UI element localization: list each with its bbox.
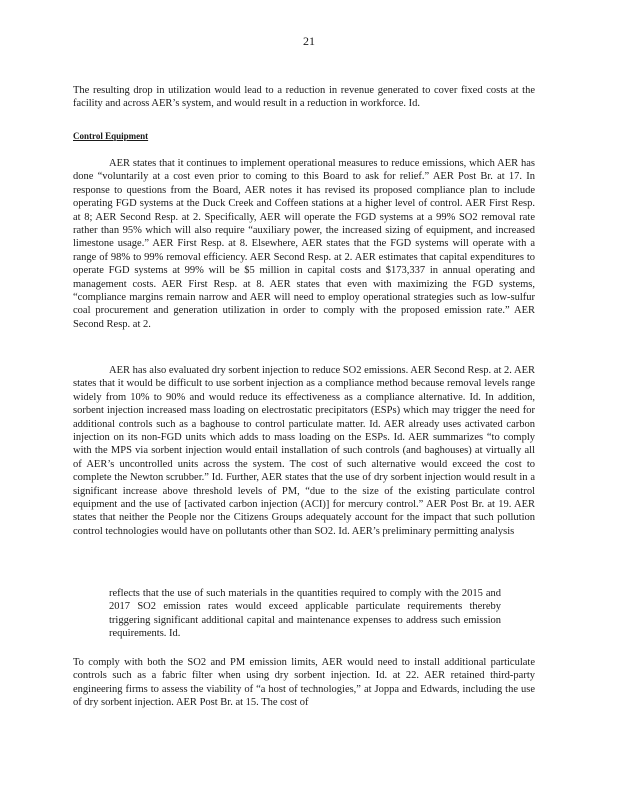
block-quote: reflects that the use of such materials in the quantities required to comply with the 2015 and 2017 SO2 emission rates would exceed applicable particulate requirements thereby triggering significant additional capital and maintenance expenses to address such emission requirements. Id. xyxy=(109,588,501,640)
paragraph-utilization: The resulting drop in utilization would lead to a reduction in revenue generated to cover fixed costs at the facility and across AER’s system, and would result in a reduction in workforce. Id. xyxy=(73,85,535,110)
page-number: 21 xyxy=(303,34,315,48)
paragraph-sorbent-injection: AER has also evaluated dry sorbent injection to reduce SO2 emissions. AER Second Resp. at 2. AER states that it would be difficult to use sorbent injection as a compliance method because removal levels range widely from 10% to 90% and would reduce its effectiveness as a compliance alternative. Id. In addition, sorbent injection increased mass loading on electrostatic precipitators (ESPs) which may trigger the need for additional controls such as a baghouse to control particulate matter. Id. AER already uses activated carbon injection on its non-FGD units which adds to mass loading on the ESPs. Id. AER summarizes “to comply with the MPS via sorbent injection would entail installation of such controls (and baghouses) at virtually all of AER’s uncontrolled units across the system. The cost of such alternative would exceed the cost to complete the Newton scrubber.” Id. Further, AER states that the use of dry sorbent injection would result in a significant increase above threshold levels of PM, “due to the size of the existing particulate control equipment and the use of [activated carbon injection (ACI)] for mercury control.” AER Post Br. at 19. AER states that neither the People nor the Citizens Groups adequately account for the impact that such pollution control technologies would have on pollutants other than SO2. Id. AER’s preliminary permitting analysis xyxy=(73,365,535,537)
paragraph-operational-measures: AER states that it continues to implement operational measures to reduce emissions, which AER has done “voluntarily at a cost even prior to coming to this Board to ask for relief.” AER Post Br. at 17. In response to questions from the Board, AER notes it has revised its proposed compliance plan to include operating FGD systems at the Duck Creek and Coffeen stations at a higher level of control. AER First Resp. at 8; AER Second Resp. at 2. Specifically, AER will operate the FGD systems at a 99% SO2 removal rate rather than 95% which will also require “auxiliary power, the increased sizing of equipment, and increased limestone usage.” AER First Resp. at 8. Elsewhere, AER states that the FGD systems will operate with a range of 98% to 99% removal efficiency. AER Second Resp. at 2. AER estimates that capital expenditures to operate FGD systems at 99% will be $5 million in capital costs and $173,337 in annual operating and management costs. AER First Resp. at 8. AER states that even with maximizing the FGD systems, “compliance margins remain narrow and AER will need to employ operational strategies such as low-sulfur coal procurement and generation utilization in order to comply with the proposed emission rate.” AER Second Resp. at 2. xyxy=(73,158,535,330)
paragraph-compliance: To comply with both the SO2 and PM emission limits, AER would need to install additional particulate controls such as a fabric filter when using dry sorbent injection. Id. at 22. AER retained third-party engineering firms to assess the viability of “a host of technologies,” at Joppa and Edwards, including the use of dry sorbent injection. AER Post Br. at 15. The cost of xyxy=(73,657,535,709)
section-heading: Control Equipment xyxy=(73,131,149,141)
